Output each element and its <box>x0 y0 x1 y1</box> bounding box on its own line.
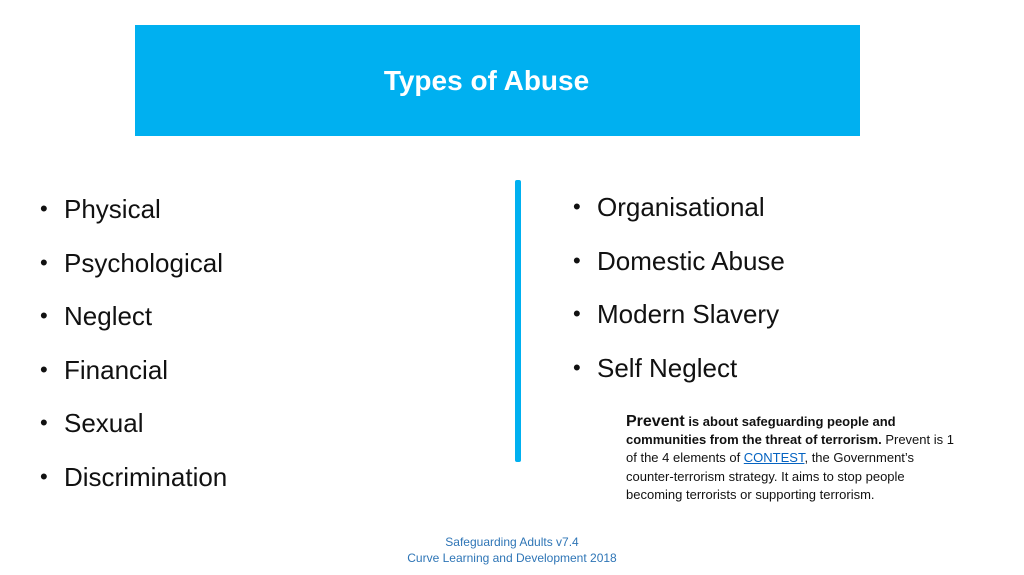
footer <box>0 534 1024 566</box>
footer-version: Safeguarding Adults v7.4 <box>445 535 579 549</box>
list-item-label: Self Neglect <box>597 352 738 383</box>
footer-credit: Curve Learning and Development 2018 <box>407 551 617 565</box>
bullet-icon: • <box>40 196 48 221</box>
list-item-label: Neglect <box>64 301 153 332</box>
list-item <box>40 301 227 331</box>
list-item-label: Organisational <box>597 192 765 222</box>
list-item-label: Financial <box>64 354 169 385</box>
list-item <box>40 408 227 438</box>
list-item <box>573 353 785 383</box>
list-item-label: Physical <box>64 194 161 224</box>
bullet-icon: • <box>40 303 48 329</box>
bullet-icon: • <box>573 194 581 219</box>
right-abuse-list <box>573 192 785 406</box>
bullet-icon: • <box>40 249 48 275</box>
list-item <box>573 246 785 276</box>
list-item-label: Discrimination <box>64 461 228 492</box>
prevent-text-2: , the Government’s counter-terrorism strategy. It aims to stop people becoming terrorists or supporting terrorism. <box>626 450 915 502</box>
title-banner <box>135 25 860 136</box>
bullet-icon: • <box>573 354 581 380</box>
left-abuse-list <box>40 194 227 516</box>
bullet-icon: • <box>573 301 581 327</box>
prevent-text-1: Prevent is 1 of the 4 elements of <box>626 432 954 466</box>
list-item <box>40 194 227 224</box>
list-item <box>40 462 227 492</box>
list-item <box>573 192 785 222</box>
list-item-label: Domestic Abuse <box>597 245 785 276</box>
list-item <box>573 299 785 329</box>
prevent-paragraph <box>626 413 956 504</box>
list-item <box>40 248 227 278</box>
list-item-label: Modern Slavery <box>597 299 780 330</box>
vertical-divider <box>515 180 521 462</box>
slide-title: Types of Abuse <box>383 64 590 96</box>
list-item-label: Sexual <box>64 408 144 439</box>
bullet-icon: • <box>573 247 581 273</box>
bullet-icon: • <box>40 463 48 489</box>
prevent-lead: Prevent <box>626 413 685 430</box>
prevent-bold-text: is about safeguarding people and communities from the threat of terrorism. <box>626 414 896 448</box>
contest-link[interactable]: CONTEST <box>743 450 805 466</box>
list-item <box>40 355 227 385</box>
bullet-icon: • <box>40 410 48 436</box>
list-item-label: Psychological <box>64 247 223 278</box>
bullet-icon: • <box>40 356 48 382</box>
